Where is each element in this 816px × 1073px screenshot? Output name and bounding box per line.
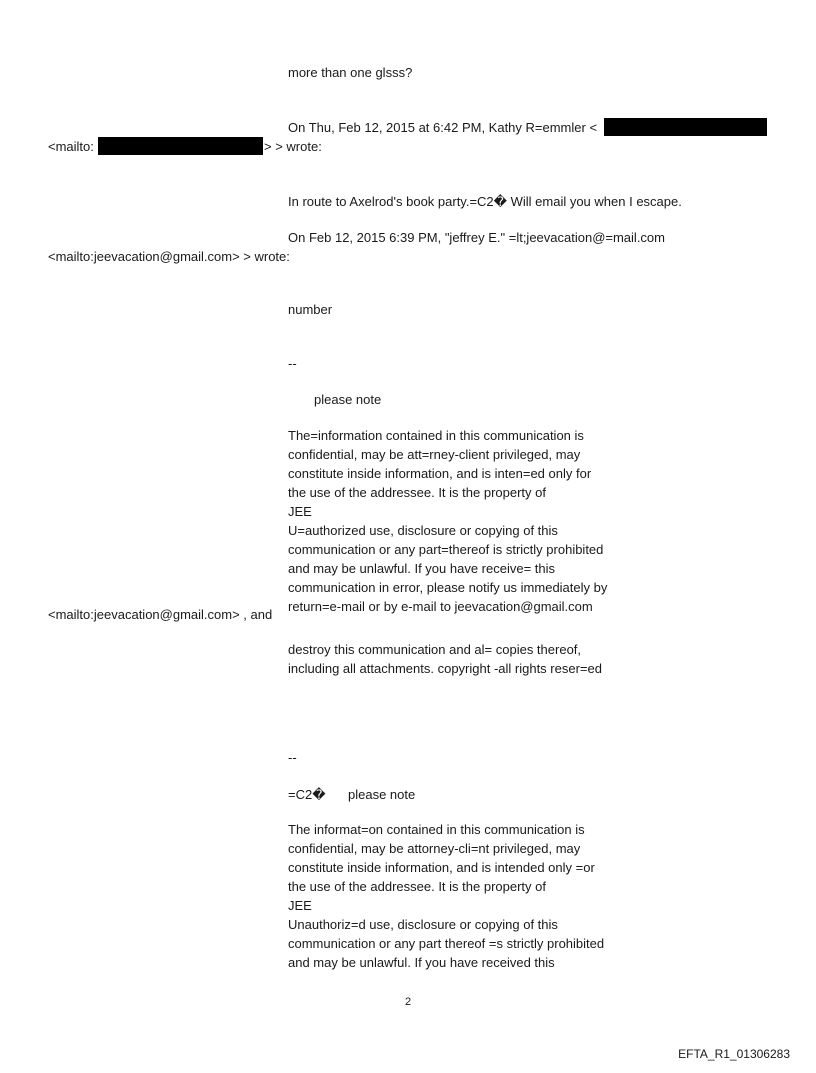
in-route-message: In route to Axelrod's book party.=C2� Will email you when I escape. [288,194,682,209]
disclaimer-line: and may be unlawful. If you have received this [288,955,555,970]
disclaimer-line: The informat=on contained in this communication is [288,822,585,837]
disclaimer-line: communication or any part thereof =s strictly prohibited [288,936,605,951]
disclaimer-line: Unauthoriz=d use, disclosure or copying of this [288,917,558,932]
document-id: EFTA_R1_01306283 [678,1047,790,1061]
disclaimer-line: including all attachments. copyright -all rights reser=ed [288,661,602,676]
disclaimer-line: constitute inside information, and is inten=ed only for [288,466,592,481]
mailto-wrote-line: <mailto:jeevacation@gmail.com> > wrote: [48,249,290,264]
disclaimer-line: communication in error, please notify us immediately by [288,580,608,595]
number-message: number [288,302,333,317]
wrote-marker: > > wrote: [264,139,322,154]
disclaimer-line: The=information contained in this communication is [288,428,584,443]
page-number: 2 [404,996,412,1008]
disclaimer-line: communication or any part=thereof is strictly prohibited [288,542,604,557]
disclaimer-line: confidential, may be attorney-cli=nt privileged, may [288,841,581,856]
disclaimer-line: the use of the addressee. It is the property of [288,485,546,500]
reply-header-kathy: On Thu, Feb 12, 2015 at 6:42 PM, Kathy R=emmler < [288,120,598,135]
disclaimer-line: return=e-mail or by e-mail to jeevacation@gmail.com [288,599,593,614]
redaction-bar [604,118,767,136]
disclaimer-line: U=authorized use, disclosure or copying of this [288,523,558,538]
disclaimer-line: JEE [288,504,312,519]
destroy-paragraph [288,640,602,678]
please-note-heading: please note [314,392,382,407]
quoted-question: more than one glsss? [288,65,413,80]
mailto-prefix: <mailto: [48,139,94,154]
disclaimer-paragraph [288,820,604,972]
signature-separator: -- [288,750,297,765]
mailto-and-line: <mailto:jeevacation@gmail.com> , and [48,607,273,622]
disclaimer-line: and may be unlawful. If you have receive= this [288,561,556,576]
signature-separator: -- [288,356,297,371]
disclaimer-line: the use of the addressee. It is the property of [288,879,546,894]
reply-header-jeffrey: On Feb 12, 2015 6:39 PM, "jeffrey E." =lt;jeevacation@=mail.com [288,230,665,245]
redaction-bar [98,137,263,155]
disclaimer-line: JEE [288,898,312,913]
disclaimer-line: confidential, may be att=rney-client privileged, may [288,447,581,462]
disclaimer-paragraph [288,426,607,616]
disclaimer-line: destroy this communication and al= copies thereof, [288,642,582,657]
please-note-heading: please note [348,787,416,802]
disclaimer-line: constitute inside information, and is intended only =or [288,860,595,875]
encoding-artifact: =C2� [288,787,326,802]
